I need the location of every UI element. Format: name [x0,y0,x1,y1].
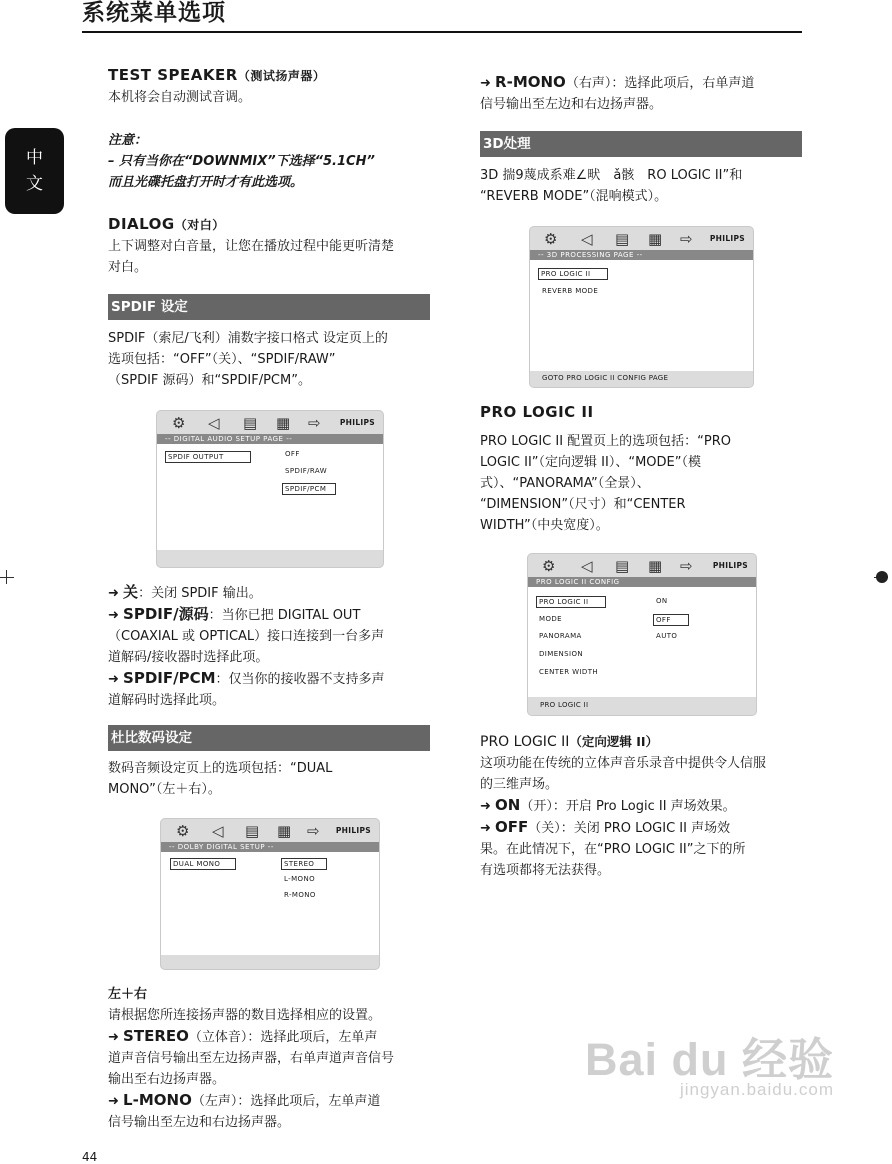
spdif-raw-text-1: ：当你已把 DIGITAL OUT [208,608,361,623]
language-tab-char-1: 中 [26,148,43,168]
gear-icon: ⚙ [172,414,186,432]
dolby-osd-screen [160,818,380,970]
display-icon: ▤ [615,230,630,248]
dialog-section [108,214,433,278]
pl-desc-title-cn: （定向逻辑 II） [569,734,659,749]
osd-brand: PHILIPS [339,418,375,427]
grid-icon: ▦ [277,822,292,840]
osd-item-mode: MODE [539,615,562,623]
spdif-options [108,582,433,711]
pl-off-line [480,817,806,839]
stereo-text-2: 道声音信号输出至左边扬声器，右单声道声音信号 [108,1051,395,1066]
arrow-icon: ➜ [480,799,491,814]
osd-body [161,852,379,955]
speaker-icon: ◁ [581,230,593,248]
spdif-raw-line [108,604,433,626]
3d-text-2: “REVERB MODE”（混响模式）。 [480,189,668,204]
osd-option-auto: AUTO [656,632,678,640]
lr-text: 请根据您所连接扬声器的数目选择相应的设置。 [108,1008,382,1023]
pro-logic-title: PRO LOGIC II [480,403,594,421]
lr-title: 左＋右 [108,987,148,1002]
pl-on-line [480,795,806,817]
pl-on-text: （开）：开启 Pro Logic II 声场效果。 [520,799,736,814]
pl-desc-text-2: 的三维声场。 [480,777,559,792]
grid-icon: ▦ [648,557,663,575]
osd-icon-bar [161,819,379,842]
pro-logic-text-3: 式）、“PANORAMA”（全景）、 [480,476,650,491]
arrow-icon: ➜ [108,1094,119,1109]
rmono-text-1: （右声）：选择此项后，右单声道 [565,76,755,91]
grid-icon: ▦ [276,414,291,432]
osd-brand: PHILIPS [709,234,745,243]
gear-icon: ⚙ [176,822,190,840]
page-number: 44 [82,1150,98,1164]
osd-icon-bar [530,227,753,250]
osd-brand: PHILIPS [712,561,748,570]
test-speaker-text: 本机将会自动测试音调。 [108,90,252,105]
dialog-title-cn: （对白） [174,218,225,232]
spdif-pcm-text-2: 道解码时选择此项。 [108,693,226,708]
test-speaker-title-cn: （测试扬声器） [237,69,326,83]
spdif-pcm-text-1: ：仅当你的接收器不支持多声 [215,672,385,687]
arrow-icon: ➜ [480,76,491,91]
arrow-icon: ➜ [108,1030,119,1045]
spdif-off-kw: 关 [123,583,139,601]
spdif-section-bar: SPDIF 设定 [108,294,430,320]
osd-option-l-mono: L-MONO [284,875,315,883]
stereo-kw: STEREO [123,1027,189,1045]
rmono-kw: R-MONO [495,73,566,91]
arrow-icon: ➜ [108,608,119,623]
dialog-line-2: 对白。 [108,260,148,275]
pl-desc-title: PRO LOGIC II [480,734,570,750]
pro-logic-text-5: WIDTH”（中央宽度）。 [480,518,609,533]
osd-item-dimension: DIMENSION [539,650,584,658]
osd-page-strip: PRO LOGIC II CONFIG [528,577,756,587]
test-speaker-section [108,65,433,108]
crop-mark-left-v [6,570,7,584]
note-label: 注意： [108,133,148,148]
osd-page-strip: -- DIGITAL AUDIO SETUP PAGE -- [157,434,383,444]
speaker-icon: ◁ [212,822,224,840]
osd-item-pro-logic: PRO LOGIC II [536,596,606,608]
pro-logic-text-2: LOGIC II”（定向逻辑 II）、“MODE”（模 [480,455,701,470]
arrow-icon: ➜ [108,672,119,687]
osd-option-off: OFF [285,450,300,458]
title-rule [82,31,802,33]
osd-icon-bar [157,411,383,434]
speaker-icon: ◁ [208,414,220,432]
gear-icon: ⚙ [544,230,558,248]
baidu-watermark-url: jingyan.baidu.com [679,1080,834,1099]
osd-option-spdif-pcm: SPDIF/PCM [282,483,336,495]
pl-off-kw: OFF [495,818,529,836]
spdif-raw-kw: SPDIF/源码 [123,605,209,623]
note-line-2: 而且光碟托盘打开时才有此选项。 [108,175,304,190]
osd-page-strip: -- 3D PROCESSING PAGE -- [530,250,753,260]
3d-section-bar: 3D处理 [480,131,802,157]
spdif-osd-screen [156,410,384,568]
speaker-icon: ◁ [581,557,593,575]
display-icon: ▤ [615,557,630,575]
arrow-icon: ➜ [108,586,119,601]
spdif-text-3: （SPDIF 源码）和“SPDIF/PCM”。 [108,373,311,388]
crop-mark-left [0,577,14,578]
dialog-line-1: 上下调整对白音量，让您在播放过程中能更听清楚 [108,239,395,254]
lmono-text-2: 信号输出至左边和右边扬声器。 [108,1115,291,1130]
lmono-text-1: （左声）：选择此项后，左单声道 [191,1094,381,1109]
osd-option-r-mono: R-MONO [284,891,316,899]
osd-item-center-width: CENTER WIDTH [539,668,599,676]
left-right-section [108,984,433,1133]
baidu-watermark: Bai du 经验 [584,1034,834,1085]
osd-item-pro-logic: PRO LOGIC II [538,268,608,280]
stereo-text-1: （立体音）：选择此项后，左单声 [188,1030,378,1045]
page-title: 系统菜单选项 [82,0,226,26]
gear-icon: ⚙ [542,557,556,575]
exit-icon: ⇨ [680,230,693,248]
rmono-section [480,72,806,115]
osd-item-dual-mono: DUAL MONO [170,858,236,870]
osd-option-stereo: STEREO [281,858,327,870]
3d-osd-screen [529,226,754,388]
pl-off-text-2: 果。在此情况下，在“PRO LOGIC II”之下的所 [480,842,746,857]
dialog-heading [108,214,433,236]
spdif-off-text: ：关闭 SPDIF 输出。 [138,586,262,601]
pro-logic-text-4: “DIMENSION”（尺寸）和“CENTER [480,497,686,512]
lmono-kw: L-MONO [123,1091,192,1109]
dolby-section-bar: 杜比数码设定 [108,725,430,751]
pl-on-kw: ON [495,796,521,814]
spdif-raw-text-2: （COAXIAL 或 OPTICAL）接口连接到一台多声 [108,629,385,644]
osd-brand: PHILIPS [335,826,371,835]
language-tab-char-2: 文 [26,174,43,194]
pro-logic-text-1: PRO LOGIC II 配置页上的选项包括：“PRO [480,434,732,449]
language-tab [5,128,64,214]
test-speaker-heading [108,65,433,87]
osd-footer: PRO LOGIC II [528,698,756,715]
exit-icon: ⇨ [680,557,693,575]
osd-page-strip: -- DOLBY DIGITAL SETUP -- [161,842,379,852]
osd-footer: GOTO PRO LOGIC II CONFIG PAGE [530,371,753,387]
osd-option-on: ON [656,597,668,605]
note-line-1: – 只有当你在“DOWNMIX”下选择“5.1CH” [108,154,375,169]
dolby-text-1: 数码音频设定页上的选项包括：“DUAL [108,761,333,776]
pl-desc-text-1: 这项功能在传统的立体声音乐录音中提供令人信服 [480,756,767,771]
exit-icon: ⇨ [308,414,321,432]
rmono-text-2: 信号输出至左边和右边扬声器。 [480,97,663,112]
osd-item-spdif-output: SPDIF OUTPUT [165,451,251,463]
pro-logic-desc-section [480,731,806,881]
osd-icon-bar [528,554,756,577]
pl-desc-heading [480,731,806,753]
test-speaker-title: TEST SPEAKER [108,66,238,84]
osd-body [528,587,756,697]
pro-logic-section [480,402,806,536]
spdif-text-2: 选项包括：“OFF”（关）、“SPDIF/RAW” [108,352,336,367]
spdif-intro [108,328,433,391]
rmono-line [480,72,806,94]
spdif-raw-text-3: 道解码/接收器时选择此项。 [108,650,269,665]
osd-option-off: OFF [653,614,689,626]
spdif-off-line [108,582,433,604]
spdif-pcm-line [108,668,433,690]
3d-text-1: 3D 揣9蔑成系难∠畎 ǎ骸 RO LOGIC II”和 [480,168,743,183]
osd-body [530,260,753,371]
spdif-text-1: SPDIF（索尼/飞利）浦数字接口格式 设定页上的 [108,331,388,346]
pl-off-text-3: 有选项都将无法获得。 [480,863,611,878]
osd-option-spdif-raw: SPDIF/RAW [285,467,328,475]
pro-logic-osd-screen [527,553,757,716]
registration-mark [876,571,888,583]
arrow-icon: ➜ [480,821,491,836]
dolby-text-2: MONO”（左＋右）。 [108,782,221,797]
3d-intro [480,165,806,207]
exit-icon: ⇨ [307,822,320,840]
pl-off-text-1: （关）：关闭 PRO LOGIC II 声场效 [528,821,731,836]
display-icon: ▤ [245,822,260,840]
osd-item-panorama: PANORAMA [539,632,582,640]
lmono-line [108,1090,433,1112]
note-section [108,130,433,193]
spdif-pcm-kw: SPDIF/PCM [123,669,216,687]
grid-icon: ▦ [648,230,663,248]
osd-item-reverb-mode: REVERB MODE [542,287,599,295]
dialog-title: DIALOG [108,215,175,233]
stereo-line [108,1026,433,1048]
stereo-text-3: 输出至右边扬声器。 [108,1072,226,1087]
display-icon: ▤ [243,414,258,432]
osd-body [157,444,383,550]
dolby-intro [108,758,433,800]
